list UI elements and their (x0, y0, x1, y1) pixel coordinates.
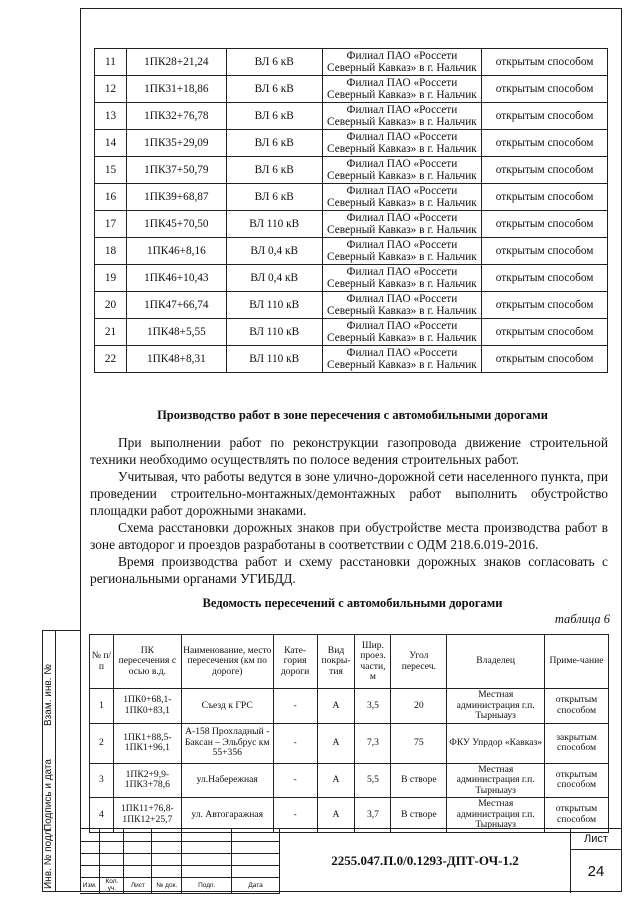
cell-pk: 1ПК32+76,78 (126, 103, 226, 130)
roads-table-caption: таблица 6 (554, 612, 610, 626)
cell-method: открытым способом (482, 103, 608, 130)
table-row (95, 211, 608, 238)
cell-pk: 1ПК46+10,43 (126, 265, 226, 292)
cell-angle: В створе (391, 763, 447, 798)
table-row (95, 130, 608, 157)
col-note: Приме-чание (545, 635, 609, 689)
cell-owner: Филиал ПАО «Россети Северный Кавказ» в г. Нальчик (322, 130, 482, 157)
cell-pk: 1ПК11+76,8-1ПК12+25,7 (113, 798, 181, 833)
cell-no: 15 (95, 157, 127, 184)
cell-line: ВЛ 6 кВ (226, 157, 322, 184)
sheet-label: Лист (570, 829, 622, 850)
tb-col-sign: Подп. (182, 877, 232, 893)
side-stamp (42, 630, 80, 892)
cell-method: открытым способом (482, 184, 608, 211)
cell-pk: 1ПК48+5,55 (126, 319, 226, 346)
col-pk: ПК пересечения с осью в.д. (113, 635, 181, 689)
cell-angle: 20 (391, 689, 447, 724)
table-row (95, 157, 608, 184)
cell-method: открытым способом (482, 238, 608, 265)
cell-no: 4 (90, 798, 114, 833)
cell-line: ВЛ 0,4 кВ (226, 265, 322, 292)
cell-name: Съезд к ГРС (181, 689, 273, 724)
section-heading: Производство работ в зоне пересечения с автомобильными дорогами (157, 408, 548, 422)
col-width: Шир. проез. части, м (355, 635, 391, 689)
cell-pk: 1ПК45+70,50 (126, 211, 226, 238)
cell-no: 1 (90, 689, 114, 724)
paragraph-1: При выполнении работ по реконструкции газопровода движение строительной техники необходимо осуществлять по полосе ведения строительных работ. (90, 435, 608, 467)
cell-pk: 1ПК46+8,16 (126, 238, 226, 265)
table-row (90, 723, 609, 763)
roads-table-title: Ведомость пересечений с автомобильными дорогами (202, 596, 503, 610)
paragraph-3: Схема расстановки дорожных знаков при обустройстве места производства работ в зоне автодорог и проездов разработаны в соответствии с ОДМ 218.6.019-2016. (90, 520, 608, 552)
power-line-crossings-table (94, 48, 608, 373)
cell-line: ВЛ 110 кВ (226, 292, 322, 319)
cell-pk: 1ПК1+88,5-1ПК1+96,1 (113, 723, 181, 763)
cell-owner: ФКУ Упрдор «Кавказ» (447, 723, 545, 763)
cell-name: А-158 Прохладный - Баксан – Эльбрус км 55+356 (181, 723, 273, 763)
cell-no: 3 (90, 763, 114, 798)
table-row (95, 346, 608, 373)
col-owner: Владелец (447, 635, 545, 689)
cell-line: ВЛ 6 кВ (226, 130, 322, 157)
cell-pk: 1ПК31+18,86 (126, 76, 226, 103)
table-row (95, 76, 608, 103)
cell-owner: Филиал ПАО «Россети Северный Кавказ» в г. Нальчик (322, 76, 482, 103)
cell-width: 7,3 (355, 723, 391, 763)
table-row (95, 49, 608, 76)
col-no: № п/п (90, 635, 114, 689)
cell-name: ул. Автогаражная (181, 798, 273, 833)
cell-line: ВЛ 6 кВ (226, 76, 322, 103)
cell-method: открытым способом (482, 346, 608, 373)
cell-width: 5,5 (355, 763, 391, 798)
sheet-number: 24 (587, 863, 605, 880)
cell-line: ВЛ 6 кВ (226, 49, 322, 76)
sheet-box (570, 829, 622, 893)
cell-method: открытым способом (482, 292, 608, 319)
cell-pk: 1ПК2+9,9-1ПК3+78,6 (113, 763, 181, 798)
tb-col-sheet: Лист (124, 877, 152, 893)
cell-cat: - (273, 763, 317, 798)
cell-no: 16 (95, 184, 127, 211)
section-text (90, 434, 608, 587)
tb-col-count: Кол. уч. (100, 877, 124, 893)
cell-note: закрытым способом (545, 723, 609, 763)
cell-cat: - (273, 689, 317, 724)
document-code: 2255.047.П.0/0.1293-ДПТ-ОЧ-1.2 (280, 829, 571, 893)
paragraph-4: Время производства работ и схему расстановки дорожных знаков согласовать с региональными органами УГИБДД. (90, 554, 608, 586)
cell-line: ВЛ 6 кВ (226, 184, 322, 211)
cell-no: 21 (95, 319, 127, 346)
side-label-inv-original: Инв. № подл. (43, 826, 54, 889)
cell-owner: Местная администрация г.п. Тырныауз (447, 763, 545, 798)
table-row (95, 238, 608, 265)
cell-name: ул.Набережная (181, 763, 273, 798)
cell-no: 11 (95, 49, 127, 76)
road-crossings-table (89, 634, 609, 833)
cell-no: 2 (90, 723, 114, 763)
table-row (95, 319, 608, 346)
cell-pk: 1ПК0+68,1-1ПК0+83,1 (113, 689, 181, 724)
cell-cover: А (317, 763, 355, 798)
cell-owner: Филиал ПАО «Россети Северный Кавказ» в г. Нальчик (322, 346, 482, 373)
cell-owner: Местная администрация г.п. Тырныауз (447, 689, 545, 724)
cell-line: ВЛ 110 кВ (226, 211, 322, 238)
cell-line: ВЛ 6 кВ (226, 103, 322, 130)
cell-pk: 1ПК28+21,24 (126, 49, 226, 76)
cell-cat: - (273, 723, 317, 763)
cell-owner: Филиал ПАО «Россети Северный Кавказ» в г. Нальчик (322, 184, 482, 211)
table-row (90, 798, 609, 833)
cell-method: открытым способом (482, 211, 608, 238)
cell-method: открытым способом (482, 319, 608, 346)
title-block (80, 828, 622, 893)
cell-method: открытым способом (482, 130, 608, 157)
cell-width: 3,7 (355, 798, 391, 833)
cell-no: 13 (95, 103, 127, 130)
cell-method: открытым способом (482, 157, 608, 184)
tb-col-doc: № док. (152, 877, 182, 893)
cell-no: 20 (95, 292, 127, 319)
cell-note: открытым способом (545, 798, 609, 833)
cell-note: открытым способом (545, 763, 609, 798)
cell-line: ВЛ 110 кВ (226, 319, 322, 346)
cell-line: ВЛ 110 кВ (226, 346, 322, 373)
col-cover: Вид покры-тия (317, 635, 355, 689)
cell-method: открытым способом (482, 265, 608, 292)
table-row (95, 184, 608, 211)
cell-owner: Филиал ПАО «Россети Северный Кавказ» в г. Нальчик (322, 238, 482, 265)
cell-angle: В створе (391, 798, 447, 833)
cell-owner: Филиал ПАО «Россети Северный Кавказ» в г. Нальчик (322, 49, 482, 76)
cell-line: ВЛ 0,4 кВ (226, 238, 322, 265)
cell-pk: 1ПК39+68,87 (126, 184, 226, 211)
revision-grid-labels (80, 877, 280, 893)
side-label-replace-inv: Взам. инв. № (43, 664, 54, 726)
cell-width: 3,5 (355, 689, 391, 724)
cell-no: 19 (95, 265, 127, 292)
cell-cover: А (317, 798, 355, 833)
roads-table-header (90, 635, 609, 689)
col-category: Кате-гория дороги (273, 635, 317, 689)
cell-pk: 1ПК47+66,74 (126, 292, 226, 319)
col-angle: Угол пересеч. (391, 635, 447, 689)
col-name: Наименование, место пересечения (км по дороге) (181, 635, 273, 689)
revision-grid (80, 829, 280, 893)
cell-no: 18 (95, 238, 127, 265)
table-row (95, 265, 608, 292)
cell-owner: Филиал ПАО «Россети Северный Кавказ» в г. Нальчик (322, 157, 482, 184)
tb-col-date: Дата (232, 877, 280, 893)
table-row (95, 292, 608, 319)
table-row (90, 689, 609, 724)
tb-col-change: Изм. (80, 877, 100, 893)
cell-method: открытым способом (482, 49, 608, 76)
side-label-signature-date: Подпись и дата (43, 759, 54, 831)
cell-angle: 75 (391, 723, 447, 763)
cell-no: 12 (95, 76, 127, 103)
cell-cover: А (317, 723, 355, 763)
cell-no: 22 (95, 346, 127, 373)
cell-owner: Филиал ПАО «Россети Северный Кавказ» в г. Нальчик (322, 319, 482, 346)
cell-method: открытым способом (482, 76, 608, 103)
cell-pk: 1ПК48+8,31 (126, 346, 226, 373)
cell-cover: А (317, 689, 355, 724)
table-row (95, 103, 608, 130)
cell-pk: 1ПК37+50,79 (126, 157, 226, 184)
paragraph-2: Учитывая, что работы ведутся в зоне улично-дорожной сети населенного пункта, при проведении строительно-монтажных/демонтажных работ выполнить обустройство площадки работ дорожными знаками. (90, 469, 608, 518)
cell-owner: Филиал ПАО «Россети Северный Кавказ» в г. Нальчик (322, 265, 482, 292)
cell-owner: Филиал ПАО «Россети Северный Кавказ» в г. Нальчик (322, 103, 482, 130)
cell-cat: - (273, 798, 317, 833)
cell-note: открытым способом (545, 689, 609, 724)
cell-owner: Филиал ПАО «Россети Северный Кавказ» в г. Нальчик (322, 292, 482, 319)
table-row (90, 763, 609, 798)
cell-owner: Местная администрация г.п. Тырныауз (447, 798, 545, 833)
cell-no: 17 (95, 211, 127, 238)
cell-owner: Филиал ПАО «Россети Северный Кавказ» в г. Нальчик (322, 211, 482, 238)
cell-no: 14 (95, 130, 127, 157)
cell-pk: 1ПК35+29,09 (126, 130, 226, 157)
